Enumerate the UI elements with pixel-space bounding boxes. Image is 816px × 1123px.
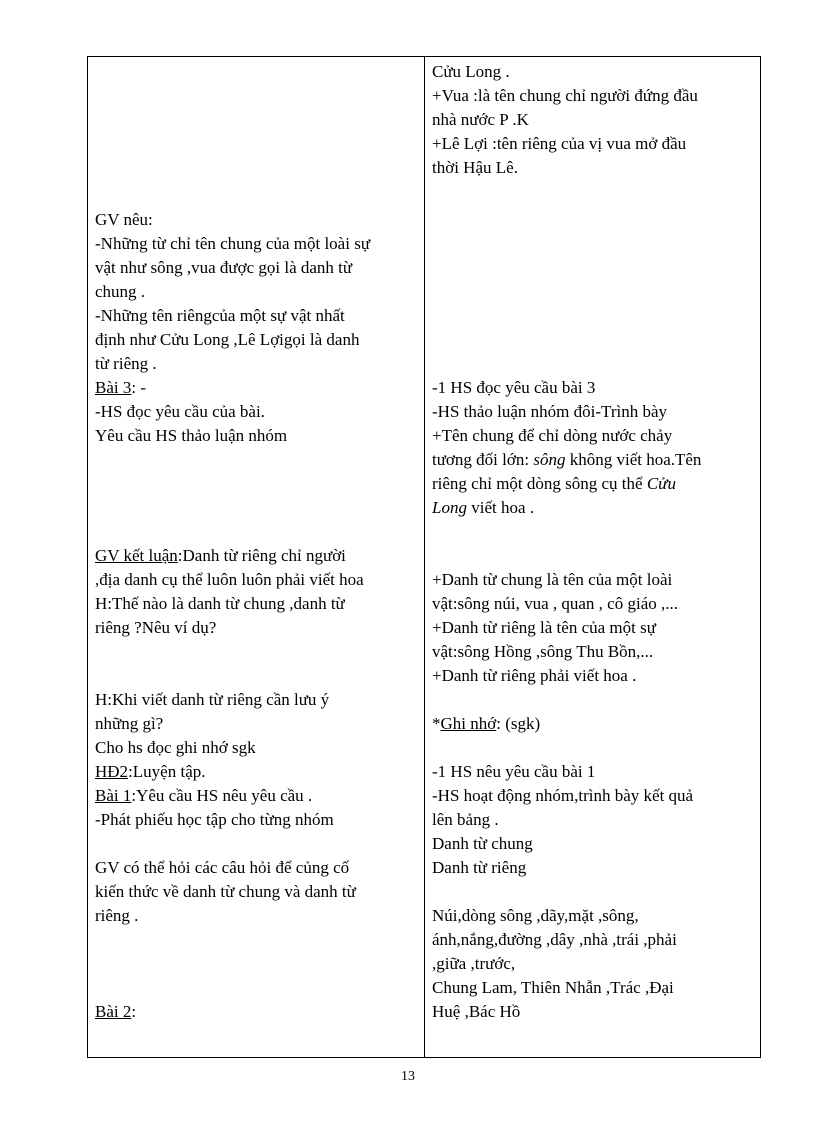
right-top-line: nhà nước P .K — [432, 110, 529, 129]
right-top-line: +Vua :là tên chung chỉ người đứng đầu — [432, 86, 698, 105]
question-line: Cho hs đọc ghi nhớ sgk — [95, 738, 256, 757]
gv-neu-heading: GV nêu: — [95, 210, 153, 229]
right-bai3-line: -HS thảo luận nhóm đôi-Trình bày — [432, 402, 668, 421]
gv-ket-luan — [95, 544, 346, 568]
long-suffix: viết hoa . — [466, 498, 535, 517]
answer-line: Chung Lam, Thiên Nhẫn ,Trác ,Đại — [432, 978, 674, 997]
right-bai1-line: lên bảng . — [432, 810, 499, 829]
bai2-label: Bài 2 — [95, 1002, 132, 1021]
bai1-text: :Yêu cầu HS nêu yêu cầu . — [131, 786, 313, 805]
question-line: H:Khi viết danh từ riêng cần lưu ý — [95, 690, 330, 709]
bai3-heading — [95, 376, 146, 400]
bai2-suffix: : — [131, 1002, 137, 1021]
conclusion-line: ,địa danh cụ thể luôn luôn phải viết hoa — [95, 570, 364, 589]
bai3-line: Yêu cầu HS thảo luận nhóm — [95, 426, 288, 445]
danh-tu-line: vật:sông núi, vua , quan , cô giáo ,... — [432, 594, 678, 613]
rieng-line — [432, 472, 676, 496]
bai3-line: -HS đọc yêu cầu của bài. — [95, 402, 265, 421]
gv-hoi-line: GV có thể hỏi các câu hỏi để củng cố — [95, 858, 350, 877]
tuong-doi-suffix: không viết hoa.Tên — [565, 450, 702, 469]
rieng-italic: Cửu — [646, 474, 676, 493]
gv-neu-line: định như Cửu Long ,Lê Lợigọi là danh — [95, 330, 360, 349]
hd2-label: HĐ2 — [95, 762, 129, 781]
bai2-heading — [95, 1000, 136, 1024]
ghi-nho-line — [432, 712, 540, 736]
gv-neu-line: từ riêng . — [95, 354, 157, 373]
hd2-text: :Luyện tập. — [128, 762, 206, 781]
right-bai1-line: -HS hoạt động nhóm,trình bày kết quả — [432, 786, 694, 805]
bai1-label: Bài 1 — [95, 786, 132, 805]
lesson-table — [87, 56, 761, 1058]
gv-neu-line: -Những tên riêngcủa một sự vật nhất — [95, 306, 345, 325]
danh-tu-line: +Danh từ chung là tên của một loài — [432, 570, 673, 589]
gv-neu-line: vật như sông ,vua được gọi là danh từ — [95, 258, 353, 277]
column-divider — [424, 57, 425, 1057]
conclusion-line: H:Thế nào là danh từ chung ,danh từ — [95, 594, 345, 613]
answer-line: ,giữa ,trước, — [432, 954, 516, 973]
gv-neu-line: chung . — [95, 282, 146, 301]
hd2-heading — [95, 760, 205, 784]
answer-line: Núi,dòng sông ,dãy,mặt ,sông, — [432, 906, 639, 925]
tuong-doi-line — [432, 448, 701, 472]
right-top-line: +Lê Lợi :tên riêng của vị vua mở đầu — [432, 134, 687, 153]
gv-hoi-line: kiến thức về danh từ chung và danh từ — [95, 882, 356, 901]
bai1-heading — [95, 784, 312, 808]
conclusion-line: riêng ?Nêu ví dụ? — [95, 618, 217, 637]
right-top-line: Cửu Long . — [432, 62, 510, 81]
ghi-nho-label: Ghi nhớ — [440, 714, 497, 733]
right-top-line: thời Hậu Lê. — [432, 158, 518, 177]
long-italic: Long — [432, 498, 467, 517]
answer-line: ánh,nắng,đường ,dây ,nhà ,trái ,phải — [432, 930, 677, 949]
right-bai3-line: -1 HS đọc yêu cầu bài 3 — [432, 378, 596, 397]
danh-tu-line: vật:sông Hồng ,sông Thu Bồn,... — [432, 642, 654, 661]
danh-tu-line: +Danh từ riêng là tên của một sự — [432, 618, 656, 637]
phat-phieu-line: -Phát phiếu học tập cho từng nhóm — [95, 810, 334, 829]
danh-tu-line: +Danh từ riêng phải viết hoa . — [432, 666, 637, 685]
bai3-label: Bài 3 — [95, 378, 132, 397]
right-bai3-line: +Tên chung để chỉ dòng nước chảy — [432, 426, 673, 445]
rieng-prefix: riêng chỉ một dòng sông cụ thể — [432, 474, 647, 493]
tuong-doi-prefix: tương đối lớn: — [432, 450, 534, 469]
gv-neu-line: -Những từ chỉ tên chung của một loài sự — [95, 234, 371, 253]
gv-ket-luan-label: GV kết luận — [95, 546, 178, 565]
question-line: những gì? — [95, 714, 164, 733]
ghi-nho-prefix: * — [432, 714, 441, 733]
answer-line: Huệ ,Bác Hồ — [432, 1002, 521, 1021]
tuong-doi-italic: sông — [533, 450, 566, 469]
right-bai1-line: -1 HS nêu yêu cầu bài 1 — [432, 762, 596, 781]
right-bai1-line: Danh từ chung — [432, 834, 533, 853]
right-bai1-line: Danh từ riêng — [432, 858, 527, 877]
page-number: 13 — [401, 1069, 415, 1084]
long-line — [432, 496, 534, 520]
gv-hoi-line: riêng . — [95, 906, 139, 925]
bai3-suffix: : - — [131, 378, 146, 397]
ghi-nho-suffix: : (sgk) — [496, 714, 541, 733]
gv-ket-luan-text: :Danh từ riêng chỉ người — [177, 546, 346, 565]
